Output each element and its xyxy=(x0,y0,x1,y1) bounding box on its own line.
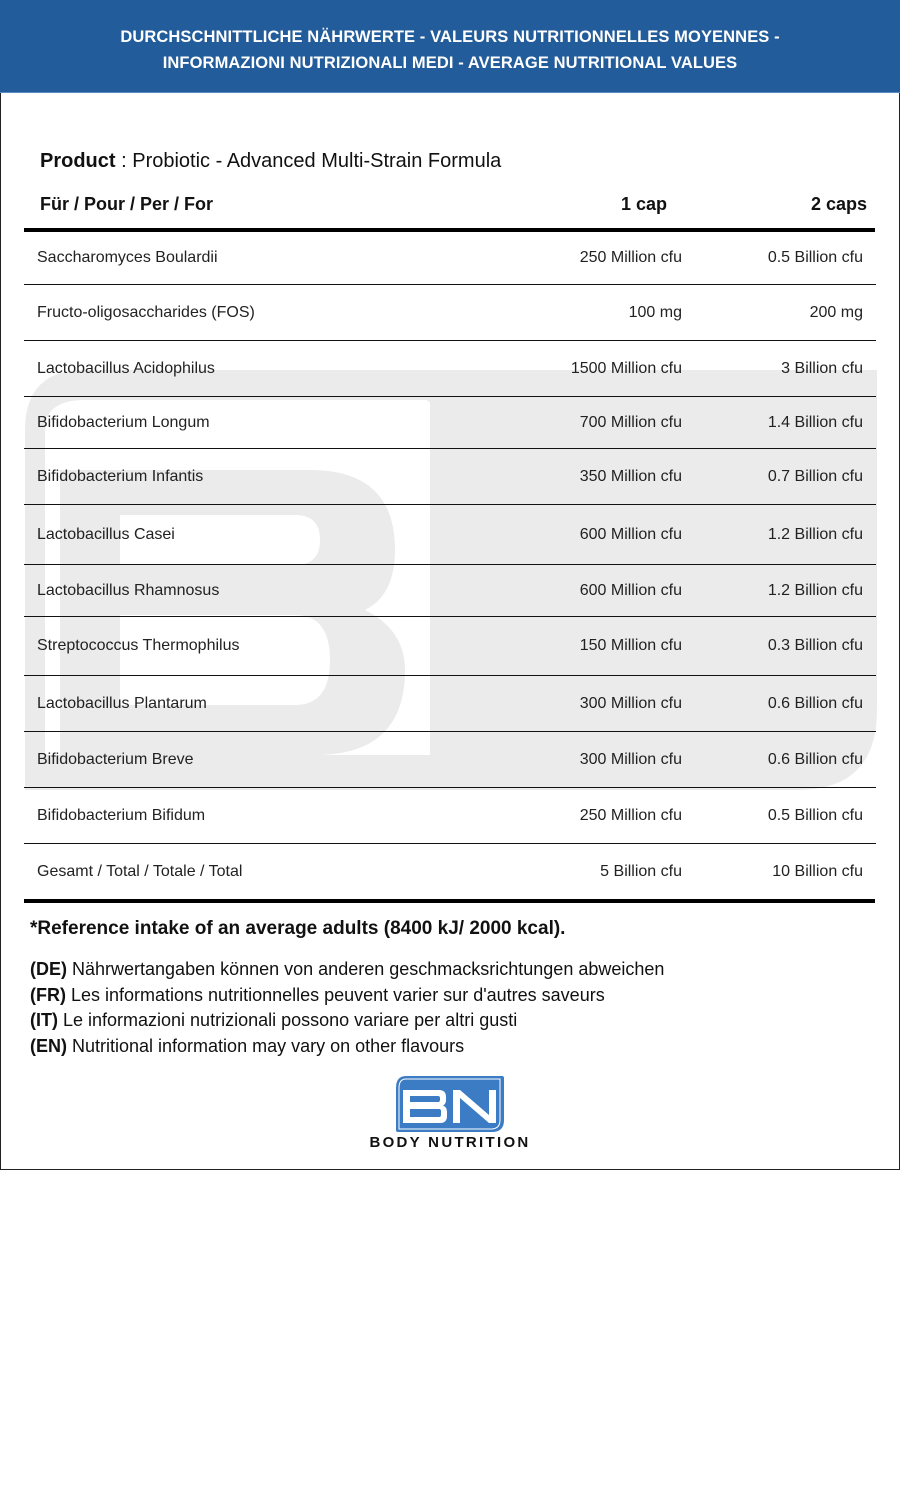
note-lang: (FR) xyxy=(30,984,66,1005)
page-header xyxy=(0,0,900,93)
row-name: Streptococcus Thermophilus xyxy=(37,637,240,654)
row-value-2-caps: 3 Billion cfu xyxy=(781,359,863,377)
row-value-1-cap: 150 Million cfu xyxy=(579,637,682,654)
row-value-2-caps: 1.4 Billion cfu xyxy=(767,413,863,431)
table-row xyxy=(24,732,876,788)
row-value-1-cap: 300 Million cfu xyxy=(579,750,682,768)
row-name: Bifidobacterium Longum xyxy=(37,413,210,431)
table-row xyxy=(24,505,876,565)
note-text: Nutritional information may vary on other flavours xyxy=(67,1035,465,1056)
row-value-1-cap: 250 Million cfu xyxy=(579,806,682,824)
row-value-2-caps: 0.6 Billion cfu xyxy=(767,750,863,768)
row-value-1-cap: 5 Billion cfu xyxy=(600,862,682,880)
row-name: Fructo-oligosaccharides (FOS) xyxy=(37,303,255,321)
header-line-1: DURCHSCHNITTLICHE NÄHRWERTE - VALEURS NUTRITIONNELLES MOYENNES - xyxy=(120,28,780,46)
table-row xyxy=(24,565,876,617)
row-name: Gesamt / Total / Totale / Total xyxy=(37,862,243,880)
note-fr xyxy=(30,983,664,1009)
header-line-2: INFORMAZIONI NUTRIZIONALI MEDI - AVERAGE NUTRITIONAL VALUES xyxy=(162,54,738,72)
brand-name: BODY NUTRITION xyxy=(369,1134,531,1151)
row-value-1-cap: 350 Million cfu xyxy=(579,467,682,485)
row-value-1-cap: 600 Million cfu xyxy=(579,581,682,599)
note-lang: (EN) xyxy=(30,1035,67,1056)
row-value-2-caps: 0.3 Billion cfu xyxy=(767,637,863,654)
table-row xyxy=(24,397,876,449)
note-lang: (DE) xyxy=(30,959,67,979)
note-de xyxy=(30,957,664,983)
row-value-1-cap: 600 Million cfu xyxy=(579,525,682,543)
column-header-for: Für / Pour / Per / For xyxy=(40,194,214,214)
note-text: Le informazioni nutrizionali possono variare per altri gusti xyxy=(57,1010,518,1030)
row-value-2-caps: 0.5 Billion cfu xyxy=(767,249,863,266)
row-name: Lactobacillus Acidophilus xyxy=(37,359,215,377)
table-row xyxy=(24,232,876,285)
row-name: Lactobacillus Casei xyxy=(37,525,175,543)
nutrition-table xyxy=(24,232,876,899)
row-value-1-cap: 250 Million cfu xyxy=(579,249,682,266)
product-name: Probiotic - Advanced Multi-Strain Formula xyxy=(132,150,502,172)
row-value-2-caps: 10 Billion cfu xyxy=(772,862,863,880)
row-value-2-caps: 1.2 Billion cfu xyxy=(767,581,863,599)
row-name: Saccharomyces Boulardii xyxy=(37,249,218,266)
table-row xyxy=(24,676,876,732)
table-row xyxy=(24,617,876,676)
note-text: Nährwertangaben können von anderen geschmacksrichtungen abweichen xyxy=(67,959,665,979)
row-name: Bifidobacterium Bifidum xyxy=(37,806,206,824)
column-header-2-caps: 2 caps xyxy=(810,194,867,214)
row-value-2-caps: 0.6 Billion cfu xyxy=(767,694,863,712)
row-value-1-cap: 700 Million cfu xyxy=(579,413,682,431)
product-separator: : xyxy=(115,150,133,172)
row-value-1-cap: 1500 Million cfu xyxy=(570,359,682,377)
row-value-2-caps: 0.7 Billion cfu xyxy=(767,467,863,485)
table-row xyxy=(24,788,876,844)
table-row xyxy=(24,341,876,397)
row-name: Bifidobacterium Breve xyxy=(37,750,194,768)
row-value-1-cap: 100 mg xyxy=(628,303,682,321)
row-name: Lactobacillus Rhamnosus xyxy=(37,581,220,599)
row-value-1-cap: 300 Million cfu xyxy=(579,694,682,712)
reference-intake-note: *Reference intake of an average adults (8400 kJ/ 2000 kcal). xyxy=(30,918,566,939)
row-value-2-caps: 200 mg xyxy=(809,303,863,321)
note-lang: (IT) xyxy=(30,1010,58,1030)
row-value-2-caps: 1.2 Billion cfu xyxy=(767,525,863,543)
row-name: Bifidobacterium Infantis xyxy=(37,467,204,485)
language-notes xyxy=(30,957,664,1059)
column-header-1-cap: 1 cap xyxy=(621,194,668,214)
row-name: Lactobacillus Plantarum xyxy=(37,694,207,712)
note-text: Les informations nutritionnelles peuvent varier sur d'autres saveurs xyxy=(65,984,605,1005)
table-bottom-rule xyxy=(24,899,875,903)
table-row xyxy=(24,449,876,505)
row-value-2-caps: 0.5 Billion cfu xyxy=(767,806,863,824)
table-row xyxy=(24,285,876,341)
product-label: Product xyxy=(40,150,116,172)
table-row-total xyxy=(24,844,876,899)
note-it xyxy=(30,1008,664,1034)
product-line xyxy=(40,150,501,173)
note-en xyxy=(30,1034,664,1060)
